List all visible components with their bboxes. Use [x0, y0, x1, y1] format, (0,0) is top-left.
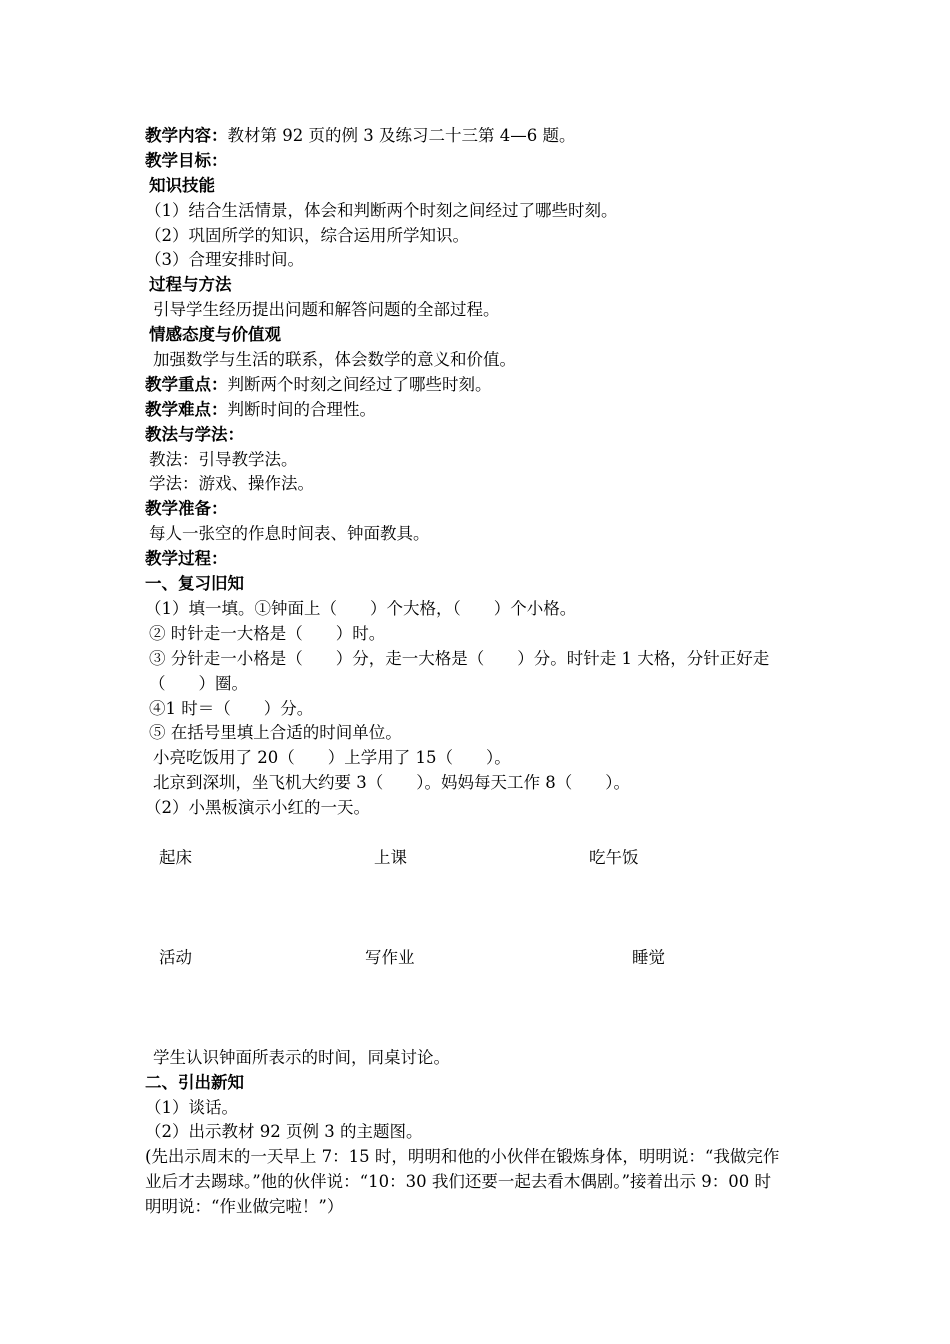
activity-label: 写作业: [365, 947, 415, 967]
key-point-line: [145, 373, 785, 398]
discussion-text: 学生认识钟面所表示的时间，同桌讨论。: [153, 1047, 450, 1067]
story-paragraph: (先出示周末的一天早上 7：15 时，明明和他的小伙伴在锻炼身体，明明说：“我做完作业后才去踢球。”他的伙伴说：“10：30 我们还要一起去看木偶剧。”接着出示 9：00 时明明说：“作业做完啦！”）: [145, 1147, 780, 1217]
review-line: （2）小黑板演示小红的一天。: [145, 798, 370, 818]
review-line: 北京到深圳，坐飞机大约要 3（ ）。妈妈每天工作 8（ ）。: [153, 773, 630, 793]
content-label: 教学内容：: [145, 126, 228, 145]
knowledge-title: 知识技能: [149, 175, 215, 195]
activities-row: [145, 846, 785, 871]
section1-title: 一、复习旧知: [145, 574, 244, 594]
difficulty-text: 判断时间的合理性。: [227, 399, 376, 419]
activity-label: 活动: [159, 947, 192, 967]
section2-title: 二、引出新知: [145, 1072, 244, 1092]
preparation-text: 每人一张空的作息时间表、钟面教具。: [149, 524, 430, 544]
lesson-plan-page: [145, 124, 785, 1220]
new-knowledge-line: （2）出示教材 92 页例 3 的主题图。: [145, 1122, 423, 1142]
difficulty-line: [145, 398, 785, 423]
activities-row: [145, 946, 785, 971]
review-line: ⑤ 在括号里填上合适的时间单位。: [149, 723, 402, 743]
knowledge-item: （1）结合生活情景，体会和判断两个时刻之间经过了哪些时刻。: [145, 200, 618, 220]
activity-label: 吃午饭: [589, 847, 639, 867]
review-line: ② 时针走一大格是（ ）时。: [149, 623, 386, 643]
review-line: ③ 分针走一小格是（ ）分，走一大格是（ ）分。时针走 1 大格，分针正好走（ ）圈。: [149, 648, 770, 693]
emotion-text: 加强数学与生活的联系，体会数学的意义和价值。: [153, 350, 516, 370]
review-line: 小亮吃饭用了 20（ ）上学用了 15（ ）。: [153, 748, 511, 768]
difficulty-label: 教学难点：: [145, 399, 228, 419]
key-point-label: 教学重点：: [145, 374, 228, 394]
content-text: 教材第 92 页的例 3 及练习二十三第 4—6 题。: [227, 126, 576, 145]
activity-label: 睡觉: [632, 947, 665, 967]
knowledge-item: （3）合理安排时间。: [145, 250, 304, 270]
knowledge-item: （2）巩固所学的知识，综合运用所学知识。: [145, 225, 469, 245]
review-line: ④1 时＝（ ）分。: [149, 698, 314, 718]
review-line: （1）填一填。①钟面上（ ）个大格，（ ）个小格。: [145, 598, 577, 618]
process-method-text: 引导学生经历提出问题和解答问题的全部过程。: [153, 300, 500, 320]
objectives-label: 教学目标：: [145, 150, 228, 170]
activity-label: 上课: [374, 847, 407, 867]
emotion-title: 情感态度与价值观: [149, 325, 281, 345]
new-knowledge-line: （1）谈话。: [145, 1097, 238, 1117]
key-point-text: 判断两个时刻之间经过了哪些时刻。: [227, 374, 492, 394]
process-label: 教学过程：: [145, 549, 228, 569]
process-method-title: 过程与方法: [149, 275, 232, 295]
activity-label: 起床: [159, 847, 192, 867]
methods-label: 教法与学法：: [145, 424, 244, 444]
preparation-label: 教学准备：: [145, 499, 228, 519]
content-line: [145, 124, 785, 149]
teaching-method: 教法：引导教学法。: [149, 449, 298, 469]
learning-method: 学法：游戏、操作法。: [149, 474, 314, 494]
